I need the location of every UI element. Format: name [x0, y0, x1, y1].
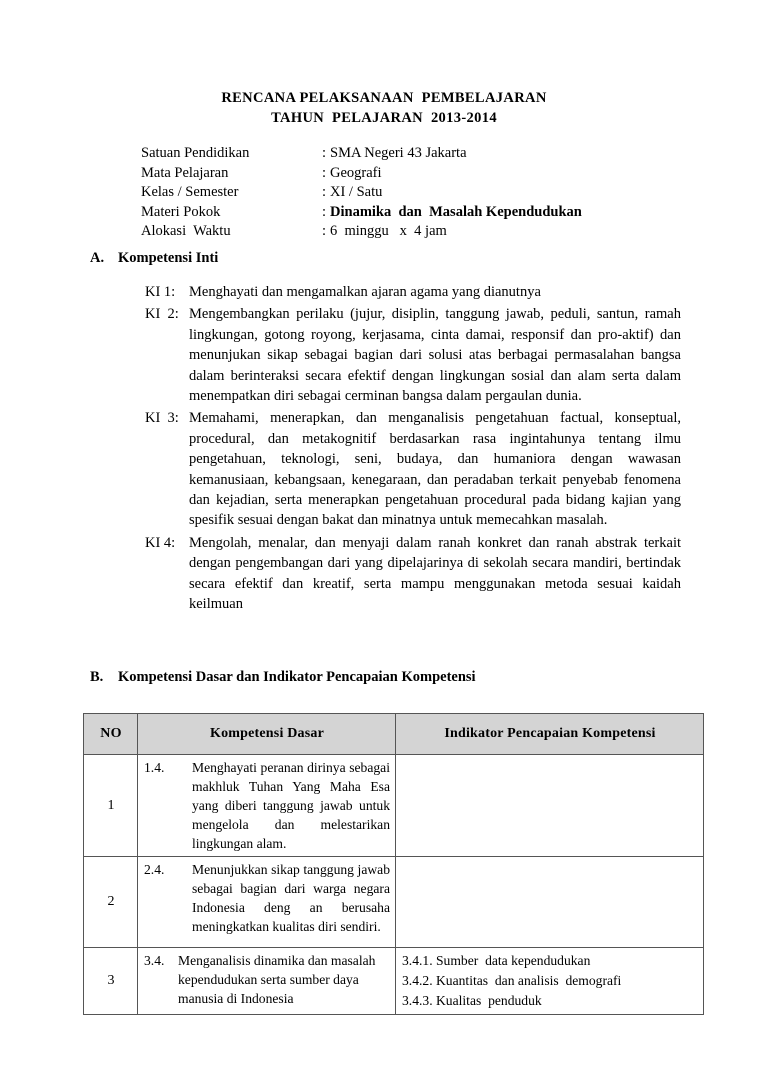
info-row-kelas-semester [141, 183, 701, 203]
ki-label: KI 1: [145, 284, 176, 300]
info-row-satuan-pendidikan [141, 144, 701, 164]
ki-text: Mengolah, menalar, dan menyaji dalam ranah konkret dan ranah abstrak terkait dengan pengembangan dari yang dipelajarinya di sekolah secara mandiri, bertindak secara efektif dan kreatif, serta mampu menggunakan metoda sesuai kaidah keilmuan [189, 534, 681, 613]
info-row-materi-pokok [141, 203, 701, 223]
info-colon: : [322, 203, 327, 220]
table-row [84, 857, 704, 948]
kompetensi-inti-item-1 [145, 282, 681, 302]
kd-number: 1.4. [144, 760, 165, 775]
lesson-info-block [141, 144, 701, 242]
section-heading-kompetensi-inti [90, 250, 218, 267]
table-cell-kompetensi-dasar [138, 755, 396, 857]
table-cell-kompetensi-dasar [138, 857, 396, 948]
section-heading-kompetensi-dasar [90, 669, 476, 686]
kd-text: Menganalisis dinamika dan masalah kependudukan serta sumber daya manusia di Indonesia [178, 953, 376, 1006]
table-cell-indikator [396, 755, 704, 857]
table-cell-indikator [396, 948, 704, 1015]
table-cell-indikator [396, 857, 704, 948]
ki-text: Mengembangkan perilaku (jujur, disiplin, tanggung jawab, peduli, santun, ramah lingkungan, gotong royong, kerjasama, cinta damai, responsif dan pro-aktif) dan menunjukan sikap sebagai bagian dari solusi atas berbagai permasalahan bangsa dalam berinteraksi secara efektif dengan lingkungan sosial dan alam serta dalam menempatkan diri sebagai cerminan bangsa dalam pergaulan dunia. [189, 306, 681, 405]
info-value: Dinamika dan Masalah Kependudukan [330, 203, 582, 220]
ki-text: Menghayati dan mengamalkan ajaran agama yang dianutnya [189, 284, 541, 300]
kd-text: Menghayati peranan dirinya sebagai makhluk Tuhan Yang Maha Esa yang diberi tanggung jawab untuk mengelola dan melestarikan lingkungan alam. [192, 760, 390, 851]
info-row-mata-pelajaran [141, 164, 701, 184]
info-label: Satuan Pendidikan [141, 145, 250, 161]
ki-label: KI 2: [145, 306, 179, 323]
indikator-line: 3.4.3. Kualitas penduduk [402, 993, 542, 1008]
info-value: SMA Negeri 43 Jakarta [330, 145, 467, 161]
info-colon: : [322, 184, 327, 200]
section-letter: B. [90, 669, 104, 685]
document-title-block [0, 88, 768, 128]
info-label: Materi Pokok [141, 203, 221, 220]
kd-text: Menunjukkan sikap tanggung jawab sebagai bagian dari warga negara Indonesia deng an berusaha meningkatkan kualitas diri sendiri. [192, 862, 390, 934]
kompetensi-inti-item-4 [145, 533, 681, 615]
kompetensi-dasar-table [83, 713, 704, 1015]
ki-label: KI 4: [145, 534, 176, 551]
section-title: Kompetensi Inti [118, 250, 219, 266]
section-title: Kompetensi Dasar dan Indikator Pencapaian Kompetensi [118, 669, 476, 685]
table-cell-no: 2 [84, 857, 138, 948]
table-cell-kompetensi-dasar [138, 948, 396, 1015]
info-colon: : [322, 223, 327, 239]
table-header-kompetensi-dasar: Kompetensi Dasar [138, 714, 396, 755]
table-row [84, 948, 704, 1015]
kompetensi-inti-item-3 [145, 408, 681, 530]
table-cell-no: 1 [84, 755, 138, 857]
info-value: 6 minggu x 4 jam [330, 223, 447, 239]
kd-number: 3.4. [144, 953, 165, 968]
info-label: Alokasi Waktu [141, 223, 231, 239]
document-title-line-1: RENCANA PELAKSANAAN PEMBELAJARAN [221, 90, 547, 106]
table-header-row [84, 714, 704, 755]
info-colon: : [322, 145, 327, 161]
section-letter: A. [90, 250, 105, 266]
ki-label: KI 3: [145, 410, 179, 427]
kompetensi-inti-list [145, 282, 681, 615]
table-header-no: NO [84, 714, 138, 755]
info-value: Geografi [330, 164, 382, 181]
document-title-line-2: TAHUN PELAJARAN 2013-2014 [271, 110, 497, 126]
indikator-line: 3.4.1. Sumber data kependudukan [402, 953, 591, 968]
kompetensi-inti-item-2 [145, 304, 681, 406]
table-cell-no: 3 [84, 948, 138, 1015]
kd-number: 2.4. [144, 862, 165, 877]
ki-text: Memahami, menerapkan, dan menganalisis pengetahuan factual, konseptual, procedural, dan metakognitif berdasarkan rasa ingintahunya tentang ilmu pengetahuan, teknologi, seni, budaya, dan humaniora dengan wawasan kemanusiaan, kebangsaan, kenegaraan, dan peradaban terkait penyebab fenomena dan kejadian, serta menerapkan pengetahuan procedural pada bidang kajian yang spesifik sesuai dengan bakat dan minatnya untuk memecahkan masalah. [189, 410, 681, 529]
indikator-line: 3.4.2. Kuantitas dan analisis demografi [402, 973, 622, 988]
info-value: XI / Satu [330, 184, 383, 200]
info-row-alokasi-waktu [141, 222, 701, 242]
info-colon: : [322, 164, 327, 181]
table-header-indikator: Indikator Pencapaian Kompetensi [396, 714, 704, 755]
table-row [84, 755, 704, 857]
info-label: Mata Pelajaran [141, 164, 229, 181]
info-label: Kelas / Semester [141, 184, 239, 200]
